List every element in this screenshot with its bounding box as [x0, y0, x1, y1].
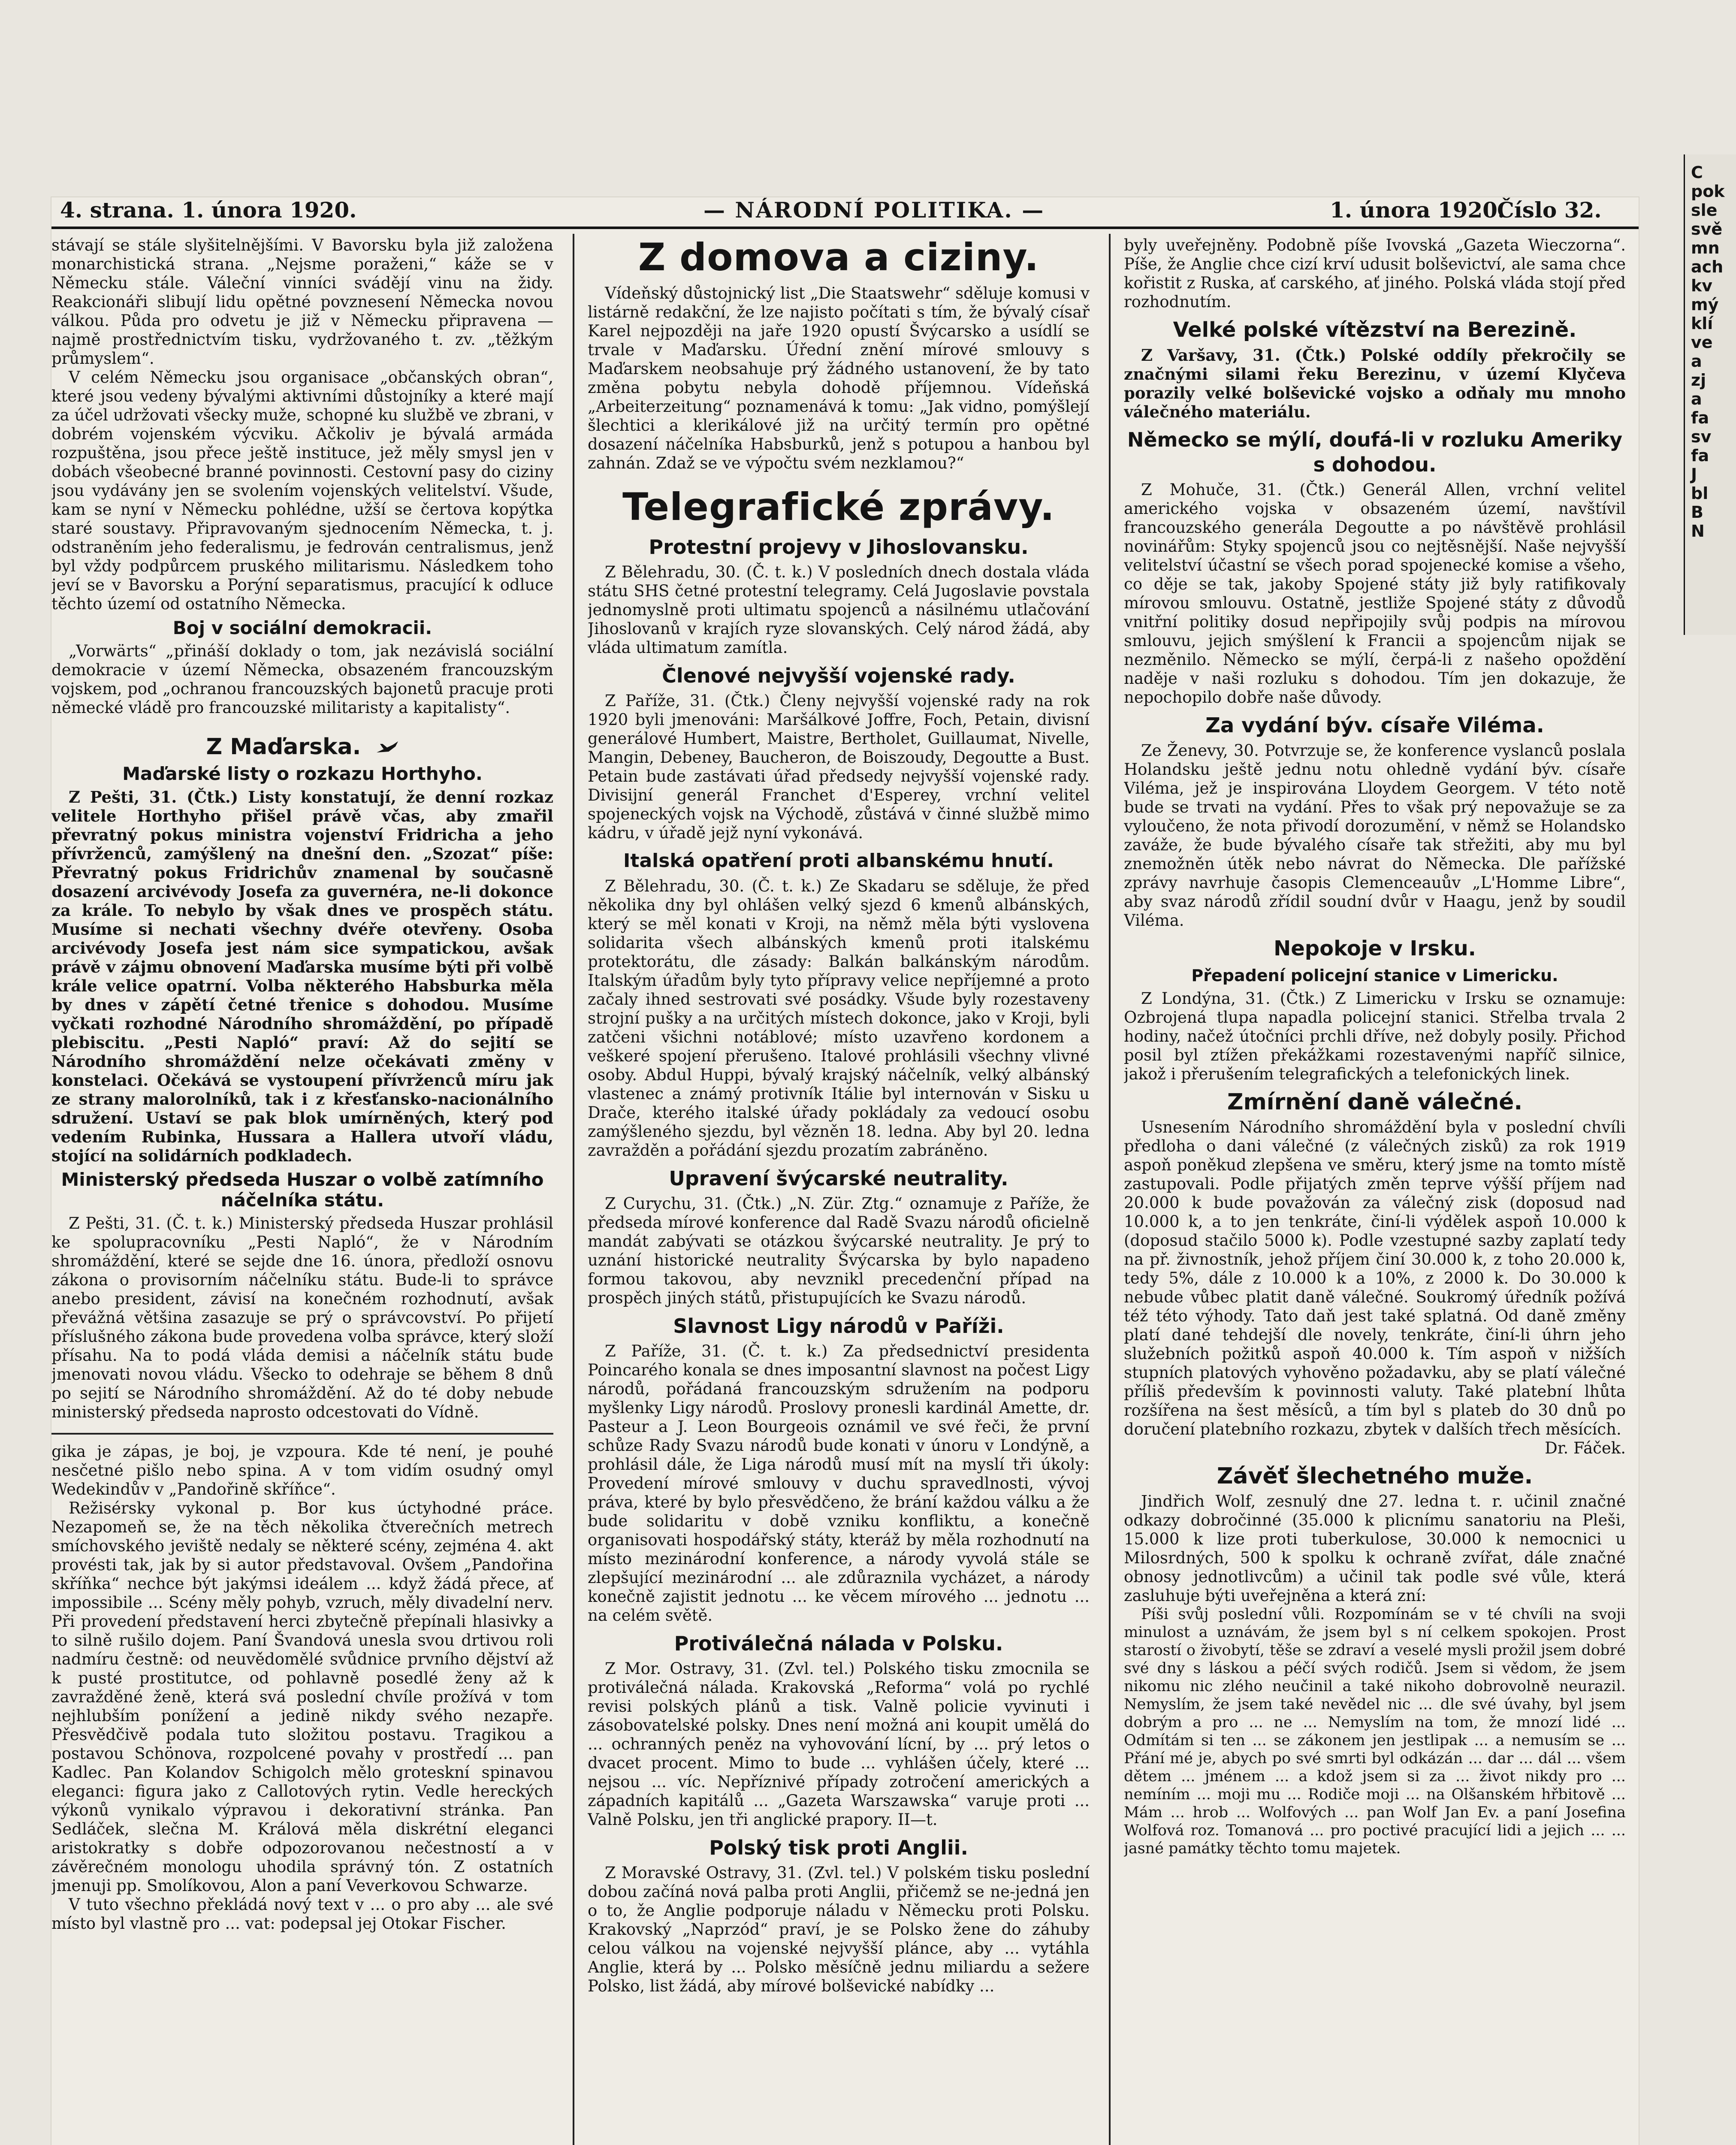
edge-line: klí: [1691, 314, 1713, 333]
feuilleton-text-1: gika je zápas, je boj, je vzpoura. Kde té není, je pouhé nesčetné pišlo nebo spina. A v tom vidím osudný omyl Wedekindův v „Pandořině skříňce“.: [51, 1442, 553, 1498]
headline-italska: Italská opatření proti albanskému hnutí.: [623, 850, 1054, 872]
headline-zaver: Závěť šlechetného muže.: [1217, 1463, 1533, 1489]
headline-irsko: Nepokoje v Irsku.: [1274, 937, 1476, 961]
article-listy-text: Z Pešti, 31. (Čtk.) Listy konstatují, že denní rozkaz velitele Horthyho přišel právě včas, aby zmařil převratný pokus ministra vojenství Fridricha a jeho přívrženců, zamýšlený na dnešní den. „Szozat“ píše: Převratný pokus Fridrichův znamenal by současně dosazení arcivévody Josefa za guvernéra, ne-li dokonce za krále. To nebylo by však dnes ve prospěch státu. Musíme si nechati všechny dvéře otevřeny. Osoba arcivévody Josefa jest nám sice sympatickou, avšak právě v zájmu obnovení Maďarska musíme býti při volbě krále velice opatrní. Volba některého Habsburka měla by dnes v zápětí četné třenice s dohodou. Musíme vyčkati rozhodné Národního shromáždění, po případě plebiscitu. „Pesti Napló“ praví: Až do sejití se Národního shromáždění nelze očekávati změny v konstelaci. Očekává se vystoupení přívrženců míru jak ze strany malorolníků, tak i z křesťansko-nacionálního sdružení. Ustaví se pak blok umírněných, který pod vedením Rubinka, Hussara a Hallera utvoří vládu, stojící na solidárních podkladech.: [51, 788, 553, 1165]
column-1: [51, 236, 553, 2145]
edge-line: fa: [1691, 446, 1709, 465]
headline-listy: Maďarské listy o rozkazu Horthyho.: [122, 763, 483, 784]
headline-berezina: Velké polské vítězství na Berezině.: [1173, 318, 1577, 342]
article-berezina-text: Z Varšavy, 31. (Čtk.) Polské oddíly překročily se značnými silami řeku Berezinu, v území Klyčeva porazily velké bolševické vojsko a odňaly mu mnoho válečného materiálu.: [1124, 346, 1626, 421]
article-protesty-text: Z Bělehradu, 30. (Č. t. k.) V posledních dnech dostala vláda státu SHS četné protestní telegramy. Celá Jugoslavie povstala jednomyslně proti ultimatu spojenců a násilnému utlačování Jihoslovanů v krajích ryze slovanských. Celý národ žádá, aby vláda ultimatum zamítla.: [588, 563, 1090, 657]
edge-line: sv: [1691, 427, 1712, 446]
airplane-icon: [376, 740, 399, 757]
article-nemecko-text: Z Mohuče, 31. (Čtk.) Generál Allen, vrchní velitel amerického vojska v obsazeném území, navštívil francouzského generála Degoutte a po návštěvě prohlásil novinářům: Styky spojenců jsou co nejtěsnější. Naše nejvyšší velitelství účastní se všech porad spojenecké komise a všeho, co děje se tak, jakoby Spojené státy již byly ratifikovaly mírovou smlouvu. Ostatně, jestliže Spojené státy z důvodů vnitřní politiky dosud nepřipojily svůj podpis na mírovou smlouvu, jejich smýšlení k Francii a spojencům nijak se nezměnilo. Německo se mýlí, čerpá-li z našeho opoždění naděje v naši rozluku s dohodou. Tím jen dokazuje, že nepochopilo dobře naše důvody.: [1124, 480, 1626, 707]
column-divider: [573, 234, 574, 2145]
edge-line: J: [1691, 465, 1697, 484]
article-bavaria-text: stávají se stále slyšitelnějšími. V Bavorsku byla již založena monarchistická strana. „Nejsme poraženi,“ káže se v Německu stále. Váleční vinníci svádějí vinu na židy. Reakcionáři slibují lidu opětné povznesení Německa novou válkou. Půda pro odvetu je již v Německu připravena — najmě prostřednictvím tisku, vydržovaného t. zv. „těžkým průmyslem“.: [51, 236, 553, 368]
headline-dane: Zmírnění daně válečné.: [1227, 1089, 1523, 1115]
article-boj-text: „Vorwärts“ „přináší doklady o tom, jak nezávislá sociální demokracie v území Německa, obsazeném francouzským vojskem, pod „ochranou francouzských bajonetů pracuje proti německé vládě pro francouzské militaristy a kapitalisty“.: [51, 642, 553, 717]
edge-line: fa: [1691, 408, 1709, 427]
article-zaver-text: Jindřich Wolf, zesnulý dne 27. ledna t. r. učinil značné odkazy dobročinné (35.000 k plicnímu sanatoriu na Pleši, 15.000 k lize proti tuberkulose, 30.000 k nemocnici u Milosrdných, 500 k spolku k ochraně zvířat, dále značné obnosy jednotlivcům) a učinil tak podle své vůle, která zasluhuje býti uveřejněna a která zní:: [1124, 1492, 1626, 1605]
section-domova: Z domova a ciziny.: [638, 236, 1039, 279]
edge-line: pok: [1691, 182, 1725, 201]
section-madarska: [51, 734, 553, 759]
article-polsko-text: Z Mor. Ostravy, 31. (Zvl. tel.) Polského tisku zmocnila se protiválečná nálada. Krakovská „Reforma“ volá po rychlé revisi polských plánů a tisk. Valně policie vyvinuti i zásobovatelské polsky. Dnes není možná ani koupit umělá do ... ochranných peněz na vyhovování lícní, by ... prý letos o dvacet procent. Mimo to bude ... vyhlášen účely, které ... nejsou ... víc. Nepříznivé případy zotročení amerických a západních kapitálů ... „Gazeta Warszawska“ varuje proti ... Valně Polsku, jen tři anglické prapory. II—t.: [588, 1659, 1090, 1829]
article-huszar-text: Z Pešti, 31. (Č. t. k.) Ministerský předseda Huszar prohlásil ke spolupracovníku „Pesti Napló“, že v Národním shromáždění, které se sejde dne 16. února, předloží osnovu zákona o provisorním náčelníku státu. Bude-li to správce anebo president, závisí na konečném rozhodnutí, avšak převážná většina zasazuje se prý o správcovství. Po přijetí příslušného zákona bude provedena volba správce, který složí přísahu. Na to podá vláda demisi a náčelník státu bude jmenovati novou vládu. Všecko to odehraje se během 8 dnů po sejití se Národního shromáždění. Až do té doby nebude ministerský předseda naprosto odcestovati do Vídně.: [51, 1214, 553, 1421]
section-telegraficke: Telegrafické zprávy.: [622, 485, 1055, 529]
adjacent-page-edge: [1684, 154, 1736, 635]
edge-line: C: [1691, 163, 1703, 182]
feuilleton-text-3: V tuto všechno překládá nový text v ... o pro aby ... ale své místo byl vlastně pro ... vat: podepsal jej Otokar Fischer.: [51, 1895, 553, 1933]
edge-line: a: [1691, 352, 1702, 371]
article-italska-text: Z Bělehradu, 30. (Č. t. k.) Ze Skadaru se sděluje, že před několika dny byl ohlášen velký sjezd 6 kmenů albánských, který se měl konati v Kroji, na němž měla býti vyslovena solidarita všech albánských kmenů proti italskému protektorátu, dle zásady: Balkán balkánským národům. Italským úřadům byly tyto přípravy velice nepříjemné a proto začaly ihned sestrovati své posádky. Všude byly rozestaveny strojní pušky a na určitých místech dokonce, jako v Kroji, byli zatčeni všichni notáblové; místo uzavřeno kordonem a veškeré spojení přerušeno. Italové prohlásili všechny vlivné osoby. Abdul Huppi, bývalý krajský náčelník, velký albánský vlastenec a známý protivník Itálie byl internován v Sisku u Drače, kterého italské úřady pokládaly za vedoucí osobu zamýšleného sjezdu, byl vězněn 18. ledna. Aby byl 20. ledna zavražděn a pořádání sjezdu prozatím zabráněno.: [588, 877, 1090, 1160]
article-vilem-text: Ze Ženevy, 30. Potvrzuje se, že konference vyslanců poslala Holandsku ještě jednu notu ohledně vydání býv. císaře Viléma, jež je inspirována Lloydem Georgem. V této notě bude se trvati na vydání. Přes to však prý nepovažuje se za vyloučeno, že nota přivodí dorozumění, v němž se Holandsko zaváže, že bude bývalého císaře tak střežiti, aby mu byl znemožněn útěk nebo návrat do Německa. Dle pařížské zprávy navrhuje časopis Clemenceauův „L'Homme Libre“, aby svaz národů zřídil soudní dvůr v Haagu, jenž by soudil Viléma.: [1124, 741, 1626, 930]
edge-line: B: [1691, 503, 1703, 522]
feuilleton-separator: [51, 1433, 553, 1435]
headline-boj: Boj v sociální demokracii.: [172, 617, 432, 638]
header-date-right: 1. února 1920.: [1330, 197, 1505, 223]
edge-line: N: [1691, 522, 1705, 541]
article-tisk-text: Z Moravské Ostravy, 31. (Zvl. tel.) V polském tisku poslední dobou začíná nová palba proti Anglii, přičemž se ne-jedná jen o to, že Anglie podporuje náladu v Německu proti Polsku. Krakovský „Naprzód“ praví, je se Polsko žene do záhuby celou válkou na vojenské nejvyšší plánce, aby ... vytáhla Anglie, která by ... Polsko měsíčně jednu miliardu a sežere Polsko, list žádá, aby mírové bolševické nabídky ...: [588, 1864, 1090, 1995]
column-divider: [1109, 234, 1111, 2145]
edge-line: sle: [1691, 201, 1718, 220]
edge-line: kv: [1691, 276, 1713, 295]
article-zaver-text-2: Píši svůj poslední vůli. Rozpomínám se v té chvíli na svoji minulost a uznávám, že jsem byl s ní celkem spokojen. Prost starostí o živobytí, těše se zdraví a veselé mysli prožil jsem dobré své dny s láskou a péčí svých rodičů. Jsem si vědom, že jsem nikomu nic zlého neučinil a také nikoho dobrovolně neurazil. Nemyslím, že jsem také nevědel nic ... dle své úvahy, byl jsem dobrým a pro ... ne ... Nemyslím na tom, že mnozí lidé ... Odmítám si ten ... se zákonem jen jestlipak ... a nemusím se ... Přání mé je, abych po své smrti byl odkázán ... dar ... dál ... všem dětem ... jménem ... a kdož jsem si za ... život nikdy pro ... nemíním ... moji mu ... Rodiče moji ... na Olšanském hřbitově ... Mám ... hrob ... Wolfových ... pan Wolf Jan Ev. a paní Josefina Wolfová roz. Tomanová ... pro poctivé pracující lidi a jejich ... ... jasné památky těchto tomu majetek.: [1124, 1606, 1626, 1857]
article-irsko-text: Z Londýna, 31. (Čtk.) Z Limericku v Irsku se oznamuje: Ozbrojená tlupa napadla policejní stanici. Střelba trvala 2 hodiny, načež útočníci prchli dříve, než dobyly posily. Přichod posil byl ztížen překážkami rozestavenými napříč silnice, jakož i přerušením telegrafických a telefonických linek.: [1124, 989, 1626, 1083]
article-dane-text: Usnesením Národního shromáždění byla v poslední chvíli předloha o dani válečné (z válečných zisků) za rok 1919 aspoň poněkud zlepšena ve směru, který jsme na tomto místě zastupovali. Podle přijatých změn teprve výšší příjem nad 20.000 k bude považován za válečný zisk (doposud nad 10.000 k, a to jen tenkráte, činí-li výdělek aspoň 10.000 k (doposud stačilo 5000 k). Podle vzestupné sazby zaplatí tedy na př. živnostník, jehož příjem činí 30.000 k, z toho 20.000 k, tedy 5%, dále z 10.000 k a 10%, z 2000 k. Do 30.000 k nebude vůbec platit daně válečné. Soukromý úředník požívá též této výhody. Tato daň jest také splatná. Od daně změny platí dané tehdejší dle novely, tenkráte, činí-li úhrn jeho služebních požitků aspoň 40.000 k. Tím aspoň v nižších stupních platových vyhověno požadavku, aby se platí válečné příliš především k povinnosti valuty. Také platební lhůta rozšířena na šest měsíců, a tím byl s plateb do 30 dnů po doručení platebního rozkazu, zbytek v dalších třech měsících.: [1124, 1118, 1626, 1438]
page-number: 4. strana.: [60, 197, 174, 223]
headline-rada: Členové nejvyšší vojenské rady.: [662, 664, 1015, 687]
edge-line: svě: [1691, 220, 1723, 239]
headline-polsko: Protiválečná nálada v Polsku.: [674, 1632, 1003, 1655]
section-madarska-title: Z Maďarska.: [206, 734, 361, 760]
headline-protesty: Protestní projevy v Jihoslovansku.: [649, 535, 1029, 559]
subheadline-irsko: Přepadení policejní stanice v Limericku.: [1191, 966, 1558, 985]
edge-line: bl: [1691, 484, 1709, 503]
edge-line: mý: [1691, 295, 1719, 314]
article-neutralita-text: Z Curychu, 31. (Čtk.) „N. Zür. Ztg.“ oznamuje z Paříže, že předseda mírové konference dal Radě Svazu národů oficielně mandát zabývati se otázkou švýcarské neutrality. Je prý to uznání historické neutrality Švýcarska by bylo napadeno formou takovou, aby nevznikl precedenční případ na prospěch jiných států, přistupujících ke Svazu národů.: [588, 1194, 1090, 1307]
column-2: [588, 236, 1090, 2145]
headline-neutralita: Upravení švýcarské neutrality.: [669, 1167, 1008, 1190]
edge-line: ach: [1691, 257, 1724, 276]
headline-huszar: Ministerský předseda Huszar o volbě zatímního náčelníka státu.: [61, 1169, 544, 1211]
headline-vilem: Za vydání býv. císaře Viléma.: [1205, 713, 1544, 737]
page-number-and-date: [60, 197, 357, 223]
edge-line: a: [1691, 390, 1702, 408]
article-domova-text: Vídeňský důstojnický list „Die Staatswehr“ sděluje komusi v listárně redakční, že lze najisto počítati s tím, že bývalý císař Karel nejpozději na jaře 1920 opustí Švýcarsko a usídlí se trvale v Maďarsku. Úřední znění mírové smlouvy s Maďarskem neobsahuje prý žádného ustanovení, že by tato změna pobytu nebyla dohodě příjemnou. Vídeňská „Arbeiterzeitung“ poznamenává k tomu: „Jak vidno, pomýšlejí šlechtici a klerikálové již na určitý termín pro opětné dosazení náčelníka Habsburků, jenž s potupou a hanbou byl zahnán. Zdaž se ve výpočtu svém nezklamou?“: [588, 284, 1090, 472]
header-rule: [51, 227, 1639, 229]
article-organisations-text: V celém Německu jsou organisace „občanských obran“, které jsou vedeny bývalými aktivními důstojníky a které mají za účel udržovati všecky muže, schopné ku službě ve zbrani, v dobrém vojenském výcviku. Ačkoliv je bývalá armáda rozpuštěna, jsou přece ještě instituce, jež měly smysl jen v dobách všeobecné branné povinnosti. Cestovní pasy do ciziny jsou vydávány jen se svolením vojenských velitelství. Všude, kam se nyní v Německu pohlédne, užší se čertova kopýtka staré soustavy. Připravovaným sjednocením Německa, t. j. odstraněním jeho federalismu, je fedrován centralismus, jenž byl vždy podpůrcem pruského militarismu. Následkem toho jeví se v Bavorsku a Porýní separatismus, pracující k odluce těchto území od ostatního Německa.: [51, 368, 553, 613]
headline-tisk: Polský tisk proti Anglii.: [709, 1836, 968, 1859]
headline-slavnost: Slavnost Ligy národů v Paříži.: [673, 1314, 1004, 1338]
column-3: [1124, 236, 1626, 2145]
article-rada-text: Z Paříže, 31. (Čtk.) Členy nejvyšší vojenské rady na rok 1920 byli jmenováni: Maršálkové Joffre, Foch, Petain, divisní generálové Humbert, Maistre, Bertholet, Guillaumat, Nivelle, Mangin, Debeney, Baucheron, de Boiszoudy, Degoutte a Bust. Petain bude zastávati úřad předsedy nejvyšší vojenské rady. Divisijní generál Franchet d'Esperey, vrchní velitel spojeneckých vojsk na Východě, zůstává v činné službě mimo kádru, v úřadě jejž nyní vykonává.: [588, 692, 1090, 842]
article-slavnost-text: Z Paříže, 31. (Č. t. k.) Za předsednictví presidenta Poincarého konala se dnes imposantní slavnost na počest Ligy národů, pořádaná francouzským sdružením na podporu myšlenky Ligy národů. Proslovy pronesli kardinál Amette, dr. Pasteur a J. Leon Bourgeois oznámil ve své řeči, že první schůze Rady Svazu národů bude konati v únoru v Londýně, a prohlásil dále, že Liga národů musí mít na myslí tři úkoly: Provedení mírové smlouvy v duchu spravedlnosti, vývoj práva, které by bylo přesvědčeno, že brání každou válku a že bude solidaritu v době vzniku konfliktu, a konečně organisovati hospodářský státy, kteráž by měla rozhodnutí na místo mezinárodní konference, a národy vyvolá stále se zlepšující mezinárodní ... ale zdůraznila vycházet, a národy konečně zajistit jednotu ... ke věcem mírového ... jednotu ... na celém světě.: [588, 1342, 1090, 1625]
feuilleton-text-2: Režisérsky vykonal p. Bor kus úctyhodné práce. Nezapomeň se, že na těch několika čtverečních metrech smíchovského jeviště nedaly se některé scény, zejména 4. akt provésti tak, jak by si autor představoval. Ovšem „Pandořina skříňka“ nechce být jakýmsi ideálem ... když žádá přece, ať impossibile ... Scény měly pohyb, vzruch, měly divadelní nerv. Při provedení představení herci zbytečně přepínali hlasivky a to silně rušilo dojem. Paní Švandová unesla svou drtivou roli nadmíru čestně: od neuvědomělé svůdnice prvního dějství až k pusté prostitutce, od pohlavně posedlé ženy až k zavražděné ženě, která svá poslední chvíle prožívá v tom nejhlubším ponížení a jedině nikdy svého nezapře. Přesvědčivě podala tuto složitou postavu. Tragikou a postavou Schönova, rozpolcené povahy v prostředí ... pan Kadlec. Pan Kolandov Schigolch mělo groteskní spinavou eleganci: figura jako z Callotových rytin. Vedle hereckých výkonů vynikalo výpravou i dekorativní stránka. Pan Sedláček, slečna M. Králová měla diskrétní eleganci aristokratky s dobře odpozorovanou nečestností a v závěrečném monologu uhodila správný tón. Z ostatních jmenuji pp. Smolíkovou, Alon a paní Veverkovou Schwarze.: [51, 1499, 553, 1895]
edge-line: mn: [1691, 239, 1720, 257]
masthead-title: — NÁRODNÍ POLITIKA. —: [703, 197, 1045, 223]
article-gazeta-text: byly uveřejněny. Podobně píše Ivovská „Gazeta Wieczorna“. Píše, že Anglie chce cizí krví udusit bolševictví, ale sama chce kořistit z Ruska, ať carského, ať jiného. Polská vláda stojí před rozhodnutím.: [1124, 236, 1626, 311]
page-header: [51, 197, 1639, 223]
article-dane-signature: Dr. Fáček.: [1545, 1439, 1626, 1457]
edge-line: ve: [1691, 333, 1713, 352]
edge-line: zj: [1691, 371, 1706, 390]
headline-nemecko: Německo se mýlí, doufá-li v rozluku Ameriky s dohodou.: [1127, 428, 1623, 476]
issue-number: Číslo 32.: [1497, 197, 1602, 223]
header-date-left: 1. února 1920.: [181, 197, 357, 223]
newspaper-page: [51, 197, 1639, 2145]
